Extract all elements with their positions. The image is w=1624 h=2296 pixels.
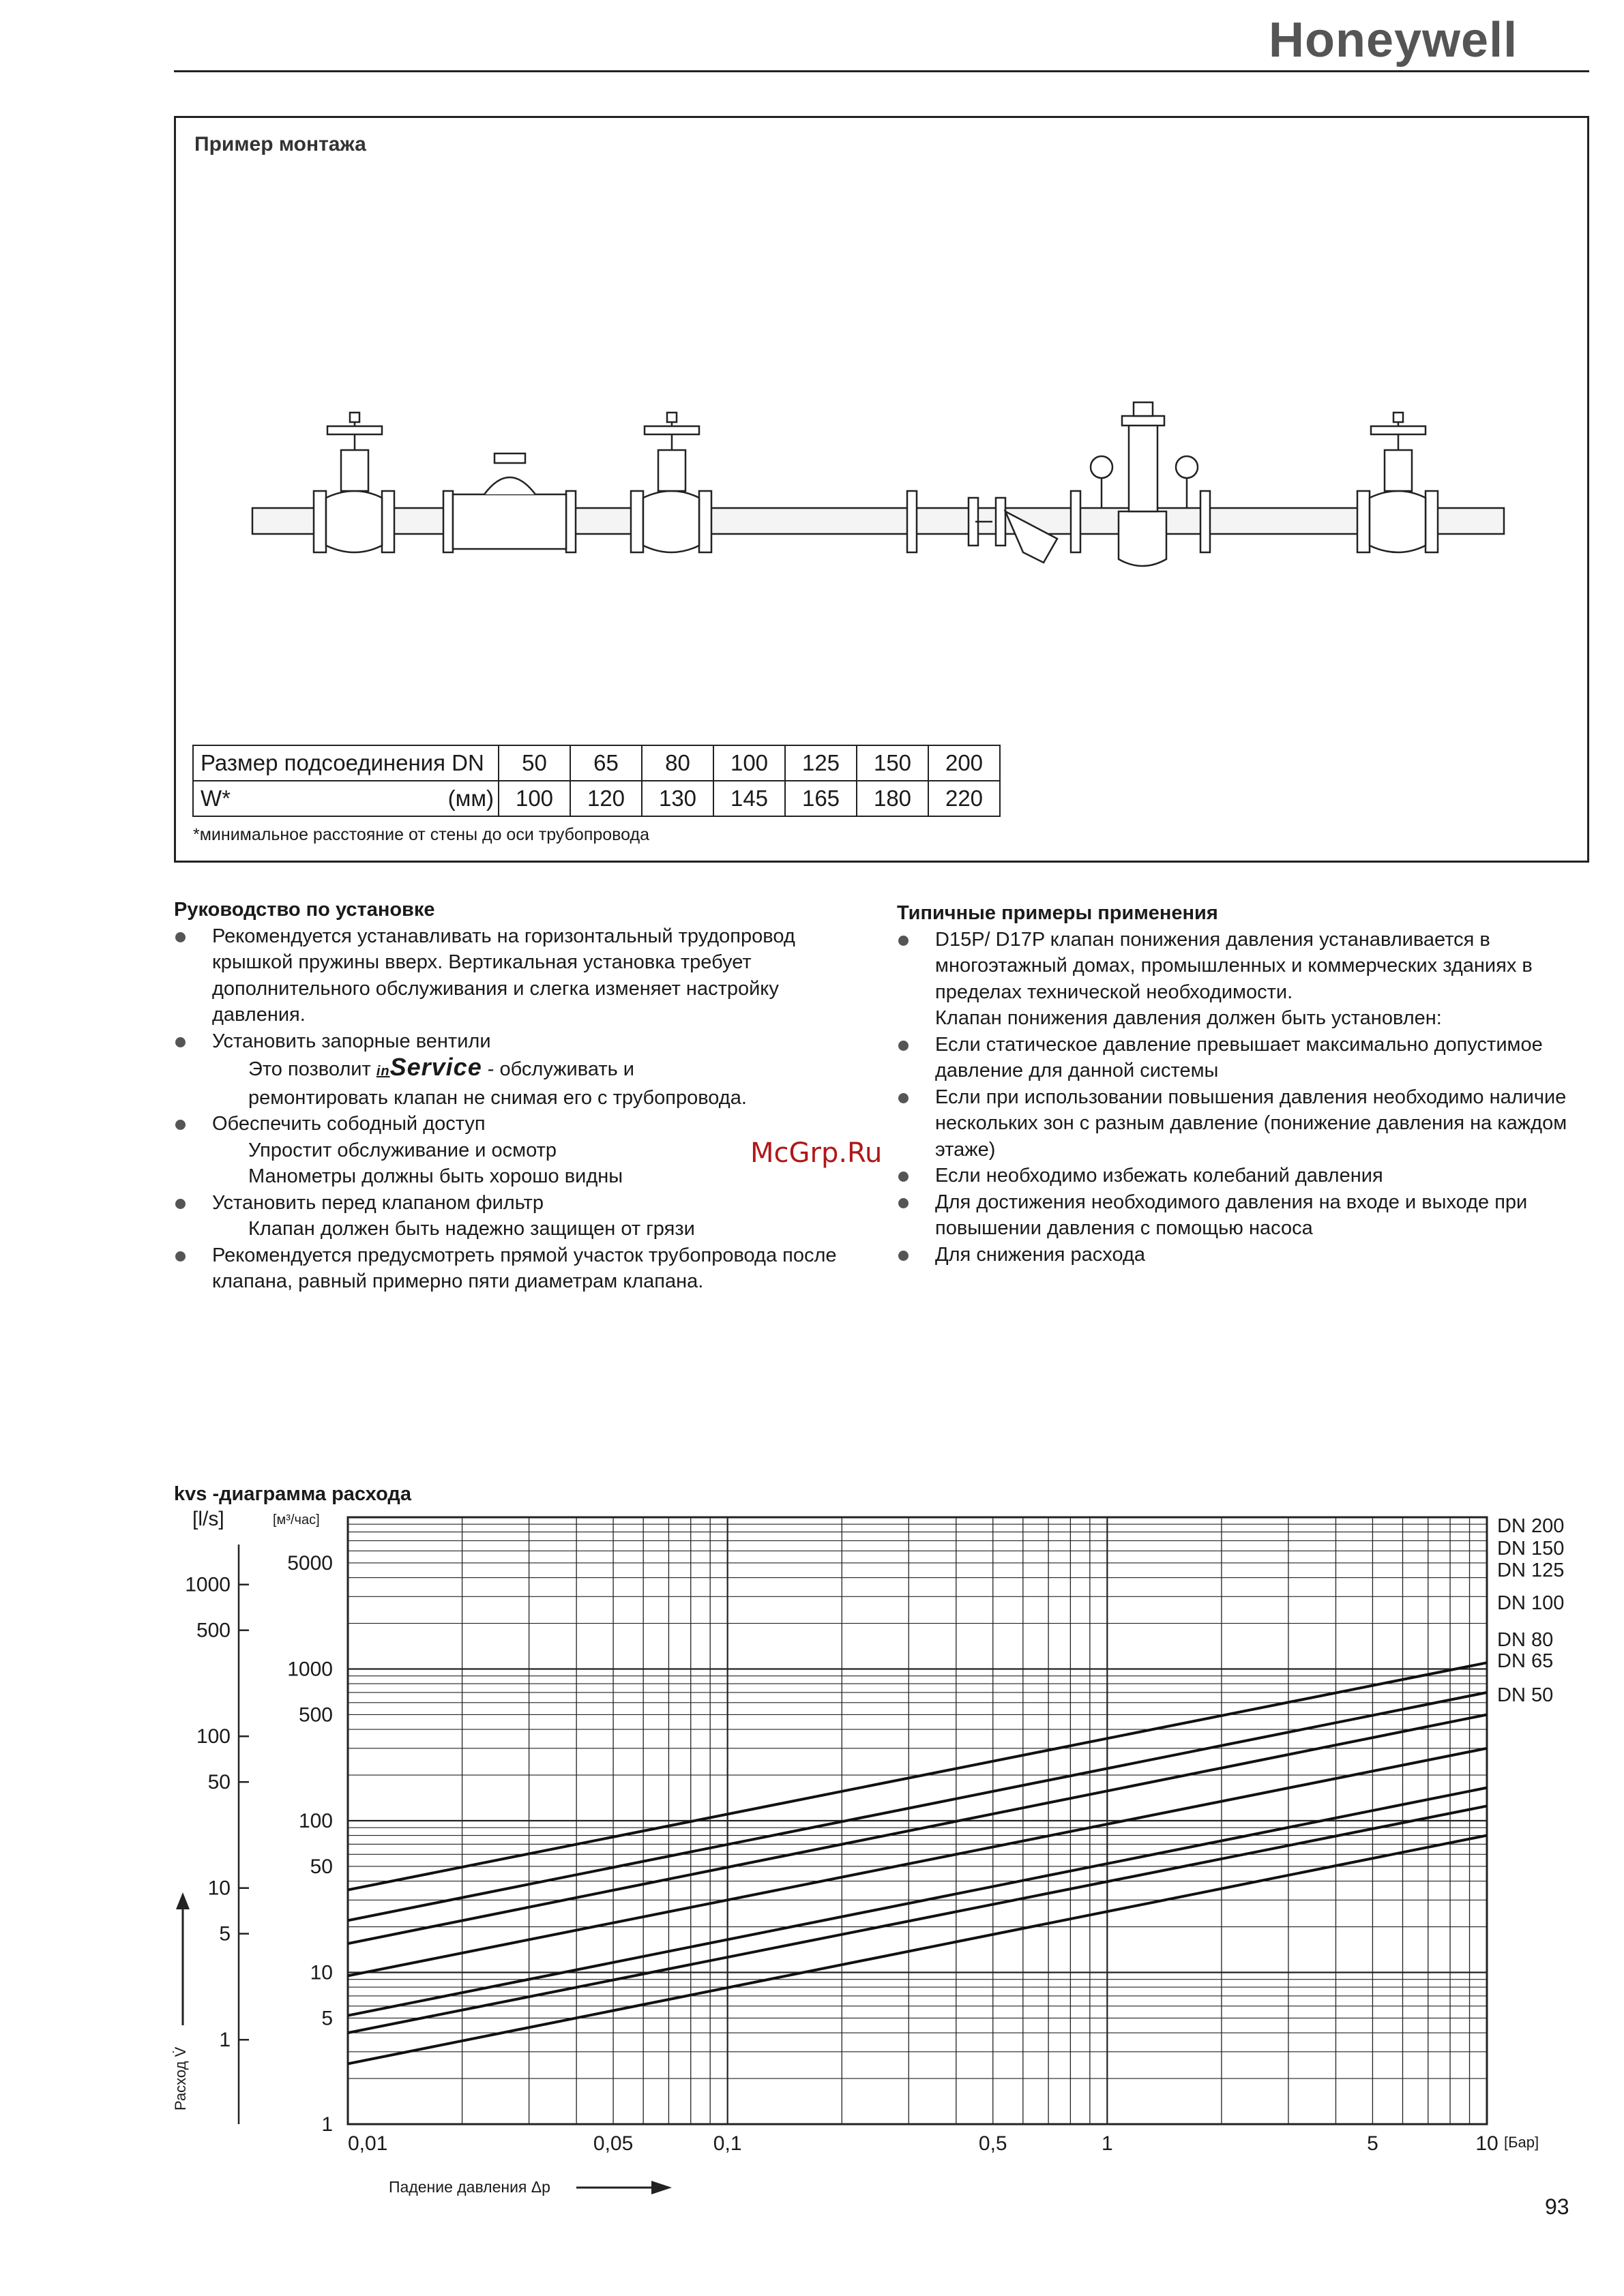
y-axis-title: Расход V̇ <box>172 2046 189 2111</box>
w-cell: 130 <box>642 781 713 816</box>
list-item <box>897 1163 1603 1189</box>
w-cell: 100 <box>499 781 570 816</box>
chart-series <box>348 1663 1487 2063</box>
series-label: DN 65 <box>1497 1650 1554 1672</box>
y-unit-ls: [l/s] <box>192 1508 224 1530</box>
y-tick-label-ls: 10 <box>207 1877 231 1900</box>
dn-cell: 200 <box>928 745 1000 781</box>
x-unit-label: [Бар] <box>1504 2134 1539 2151</box>
list-item <box>174 923 856 1028</box>
guide-item-3: Обеспечить сободный доступ <box>212 1113 486 1135</box>
header-rule <box>174 70 1589 72</box>
app-item-3: Если при использовании повышения давления необходимо наличие нескольких зон с разным давление (понижение давления на каждом этаже) <box>935 1086 1567 1161</box>
app-item-1: D15P/ D17P клапан понижения давления устанавливается в многоэтажный домах, промышленных и коммерческих зданиях в пределах технической необходимости. <box>935 928 1533 1003</box>
x-tick-label: 0,5 <box>978 2132 1007 2155</box>
app-item-6: Для снижения расхода <box>935 1243 1146 1266</box>
page-number: 93 <box>1545 2194 1569 2219</box>
y-tick-label-ls: 50 <box>207 1771 231 1794</box>
dn-cell: 125 <box>785 745 857 781</box>
applications-title: Типичные примеры применения <box>897 902 1218 924</box>
y-tick-label-m3h: 50 <box>310 1855 333 1878</box>
y-tick-label-ls: 100 <box>196 1725 231 1748</box>
installation-schematic <box>252 402 1514 600</box>
table-footnote: *минимальное расстояние от стены до оси трубопровода <box>193 825 650 844</box>
watermark: McGrp.Ru <box>750 1137 883 1169</box>
dn-cell: 150 <box>857 745 928 781</box>
chart-labels <box>172 1508 1564 2196</box>
mounting-example-title: Пример монтажа <box>194 133 366 155</box>
inservice-logo-small: in <box>376 1064 390 1079</box>
table-row-w <box>193 781 1000 816</box>
list-item <box>897 1189 1603 1242</box>
series-label: DN 50 <box>1497 1684 1554 1706</box>
series-line <box>348 1714 1487 1943</box>
series-line <box>348 1806 1487 2033</box>
w-cell: 165 <box>785 781 857 816</box>
list-item <box>897 1084 1603 1163</box>
row-label-w <box>193 781 499 816</box>
inservice-logo-big: Service <box>389 1053 482 1081</box>
x-tick-label: 1 <box>1101 2132 1113 2155</box>
installation-guide <box>174 897 856 1295</box>
x-tick-label: 10 <box>1475 2132 1498 2155</box>
x-axis-arrowhead <box>651 2181 672 2194</box>
gate-valve-inlet <box>314 413 394 552</box>
dn-cell: 50 <box>499 745 570 781</box>
list-item <box>897 927 1603 1032</box>
series-label: DN 200 <box>1497 1515 1565 1537</box>
table-row-dn <box>193 745 1000 781</box>
dn-cell: 80 <box>642 745 713 781</box>
guide-item-5: Рекомендуется предусмотреть прямой участок трубопровода после клапана, равный примерно пяти диаметрам клапана. <box>212 1244 837 1292</box>
series-label: DN 150 <box>1497 1538 1565 1560</box>
y-tick-label-m3h: 10 <box>310 1961 333 1984</box>
water-meter <box>443 453 576 552</box>
y-tick-label-m3h: 500 <box>298 1703 333 1727</box>
w-label: W* <box>201 786 231 811</box>
w-cell: 145 <box>713 781 785 816</box>
w-unit: (мм) <box>447 786 494 811</box>
guide-item-1: Рекомендуется устанавливать на горизонтальный трудопровод крышкой пружины вверх. Вертикальная установка требует дополнительного обслуживания и слегка изменяет настройку давления. <box>212 925 795 1026</box>
kvs-flow-chart <box>0 1500 1624 2196</box>
pressure-reducing-valve <box>1071 402 1210 566</box>
app-item-1-note: Клапан понижения давления должен быть установлен: <box>935 1007 1442 1029</box>
list-item <box>174 1190 856 1242</box>
series-line <box>348 1788 1487 2016</box>
y-tick-label-ls: 1 <box>219 2029 231 2052</box>
guide-item-4: Установить перед клапаном фильтр <box>212 1191 544 1214</box>
y-tick-label-m3h: 100 <box>298 1810 333 1832</box>
series-line <box>348 1836 1487 2064</box>
series-line <box>348 1693 1487 1920</box>
inservice-logo <box>377 1053 482 1081</box>
w-cell: 120 <box>570 781 642 816</box>
guide-item-2-text-b: - обслуживать и <box>487 1058 634 1080</box>
dimension-table <box>192 745 1001 817</box>
x-tick-label: 0,01 <box>348 2132 388 2155</box>
y-tick-label-ls: 500 <box>196 1619 231 1642</box>
y-tick-label-ls: 5 <box>219 1922 231 1945</box>
series-label: DN 80 <box>1497 1629 1554 1651</box>
series-line <box>348 1663 1487 1890</box>
x-tick-label: 0,05 <box>593 2132 634 2155</box>
list-item <box>897 1242 1603 1268</box>
series-label: DN 100 <box>1497 1592 1565 1614</box>
w-cell: 220 <box>928 781 1000 816</box>
x-tick-label: 0,1 <box>713 2132 742 2155</box>
y-tick-label-m3h: 5 <box>321 2007 333 2030</box>
x-tick-label: 5 <box>1367 2132 1378 2155</box>
brand-logo: Honeywell <box>1269 13 1518 68</box>
guide-item-3-sub-2: Манометры должны быть хорошо видны <box>248 1165 623 1187</box>
guide-item-2: Установить запорные вентили <box>212 1030 491 1052</box>
y-tick-label-ls: 1000 <box>185 1573 231 1596</box>
y-tick-label-m3h: 1000 <box>287 1658 333 1681</box>
y-tick-label-m3h: 1 <box>321 2113 333 2136</box>
guide-item-4-sub: Клапан должен быть надежно защищен от грязи <box>248 1218 695 1240</box>
applications <box>897 900 1603 1268</box>
chart-title: kvs -диаграмма расхода <box>174 1483 411 1505</box>
guide-item-2-sub <box>212 1054 856 1111</box>
guide-item-2-text-a: Это позволит <box>248 1058 371 1080</box>
dn-cell: 100 <box>713 745 785 781</box>
x-axis-title: Падение давления Δp <box>389 2178 550 2196</box>
series-label: DN 125 <box>1497 1560 1565 1581</box>
guide-item-3-sub-1: Упростит обслуживание и осмотр <box>248 1139 557 1161</box>
row-label-dn: Размер подсоединения DN <box>193 745 499 781</box>
guide-item-2-text-c: ремонтировать клапан не снимая его с трубопровода. <box>248 1086 747 1109</box>
y-tick-label-m3h: 5000 <box>287 1551 333 1575</box>
installation-guide-title: Руководство по установке <box>174 899 435 921</box>
y-unit-m3h: [м³/час] <box>273 1512 320 1527</box>
gate-valve-outlet <box>1357 413 1438 552</box>
app-item-5: Для достижения необходимого давления на входе и выходе при повышении давления с помощью насоса <box>935 1191 1528 1239</box>
series-line <box>348 1748 1487 1976</box>
list-item <box>174 1028 856 1112</box>
dn-cell: 65 <box>570 745 642 781</box>
app-item-2: Если статическое давление превышает максимально допустимое давление для данной системы <box>935 1033 1543 1082</box>
list-item <box>897 1032 1603 1084</box>
y-axis-arrowhead <box>176 1892 190 1909</box>
gate-valve-middle <box>631 413 711 552</box>
w-cell: 180 <box>857 781 928 816</box>
app-item-4: Если необходимо избежать колебаний давления <box>935 1165 1383 1187</box>
list-item <box>174 1242 856 1295</box>
